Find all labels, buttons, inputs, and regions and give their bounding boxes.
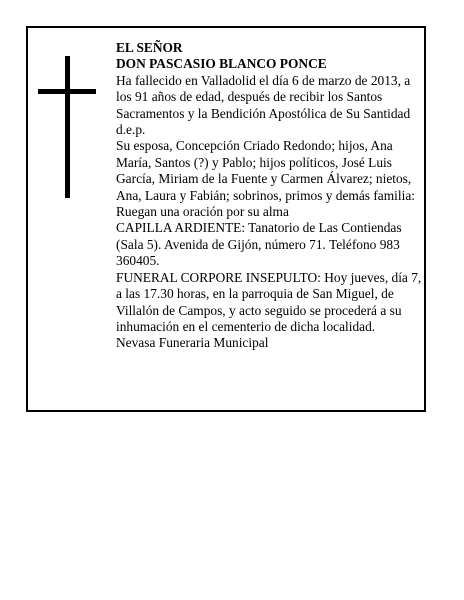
cross-vertical-bar: [65, 56, 70, 198]
cross-horizontal-bar: [38, 89, 96, 94]
funeral-info: FUNERAL CORPORE INSEPULTO: Hoy jueves, día 7, a las 17.30 horas, en la parroquia de San Miguel, de Villalón de Campos, y acto seguido se procederá a su inhumación en el cementerio de dicha localidad.: [116, 269, 422, 334]
notice-title-line1: EL SEÑOR: [116, 40, 183, 55]
family-list: Su esposa, Concepción Criado Redondo; hijos, Ana María, Santos (?) y Pablo; hijos políticos, José Luis García, Miriam de la Fuente y Carmen Álvarez; nietos, Ana, Laura y Fabián; sobrinos, primos y demás familia:: [116, 138, 415, 203]
chapel-info: CAPILLA ARDIENTE: Tanatorio de Las Contiendas (Sala 5). Avenida de Gijón, número 71. Teléfono 983 360405.: [116, 220, 402, 269]
death-announcement: Ha fallecido en Valladolid el día 6 de marzo de 2013, a los 91 años de edad, después de recibir los Santos Sacramentos y la Bendición Apostólica de Su Santidad d.e.p.: [116, 72, 411, 138]
obituary-notice: [26, 26, 426, 412]
funeral-home: Nevasa Funeraria Municipal: [116, 335, 269, 351]
notice-text: [116, 40, 422, 352]
cross-icon: [38, 56, 96, 198]
deceased-name: DON PASCASIO BLANCO PONCE: [116, 56, 327, 72]
prayer-request: Ruegan una oración por su alma: [116, 204, 289, 220]
